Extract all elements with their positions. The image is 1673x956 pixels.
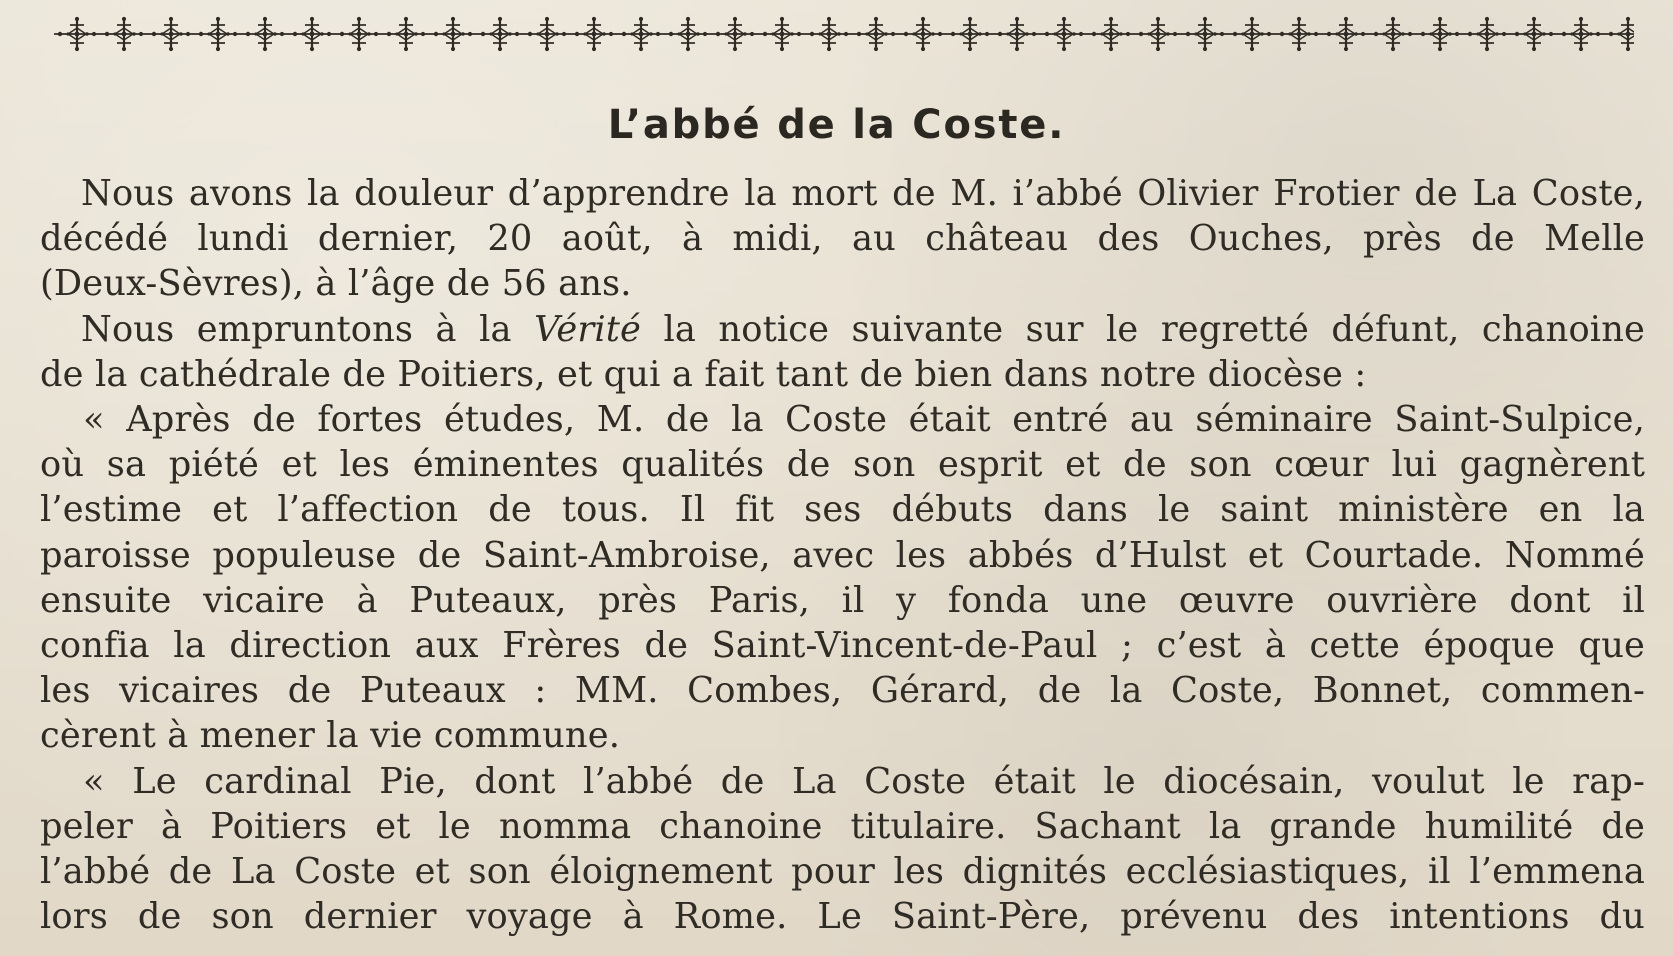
paragraph-1-line-1: Nous avons la douleur d’apprendre la mort de M. i’abbé Olivier Frotier de La Coste, <box>81 173 1645 214</box>
newspaper-title-verite: Vérité <box>534 308 642 350</box>
paragraph-1-line-3: (Deux-Sèvres), à l’âge de 56 ans. <box>40 263 632 305</box>
paragraph-4-line-2: peler à Poitiers et le nomma chanoine titulaire. Sachant la grande humilité de <box>40 805 1645 847</box>
paragraph-1-line-2: décédé lundi dernier, 20 août, à midi, au château des Ouches, près de Melle <box>40 218 1645 260</box>
paragraph-3-line-3: l’estime et l’affection de tous. Il fit ses débuts dans le saint ministère en la <box>40 489 1645 531</box>
paragraph-3-line-6: confia la direction aux Frères de Saint-Vincent-de-Paul ; c’est à cette époque que <box>40 625 1645 667</box>
paragraph-3-line-8: cèrent à mener la vie commune. <box>40 715 621 757</box>
paragraph-3-line-1: « Après de fortes études, M. de la Coste était entré au séminaire Saint-Sulpice, <box>83 399 1645 441</box>
paragraph-2-line-1-after: la notice suivante sur le regretté défunt, chanoine <box>641 308 1645 350</box>
paragraph-4-line-4: lors de son dernier voyage à Rome. Le Saint-Père, prévenu des intentions du <box>40 896 1645 938</box>
paragraph-4-line-3: l’abbé de La Coste et son éloignement pour les dignités ecclésiastiques, il l’emmena <box>40 851 1645 893</box>
article-title: L’abbé de la Coste. <box>607 102 1066 148</box>
paragraph-2-line-1-before: Nous empruntons à la <box>81 308 535 350</box>
paragraph-3-line-7: les vicaires de Puteaux : MM. Combes, Gérard, de la Coste, Bonnet, commen- <box>40 670 1645 712</box>
paragraph-3-line-5: ensuite vicaire à Puteaux, près Paris, il y fonda une œuvre ouvrière dont il <box>40 579 1645 621</box>
paragraph-3-line-4: paroisse populeuse de Saint-Ambroise, avec les abbés d’Hulst et Courtade. Nommé <box>40 534 1645 576</box>
article-body <box>40 171 1645 939</box>
paragraph-4-line-1: « Le cardinal Pie, dont l’abbé de La Coste était le diocésain, voulut le rap- <box>83 760 1645 802</box>
paragraph-3-line-2: où sa piété et les éminentes qualités de son esprit et de son cœur lui gagnèrent <box>40 444 1645 486</box>
paragraph-2-line-1 <box>40 307 1645 352</box>
paragraph-2-line-2: de la cathédrale de Poitiers, et qui a fait tant de bien dans notre diocèse : <box>40 353 1367 395</box>
decorative-border-icon <box>54 8 1634 64</box>
